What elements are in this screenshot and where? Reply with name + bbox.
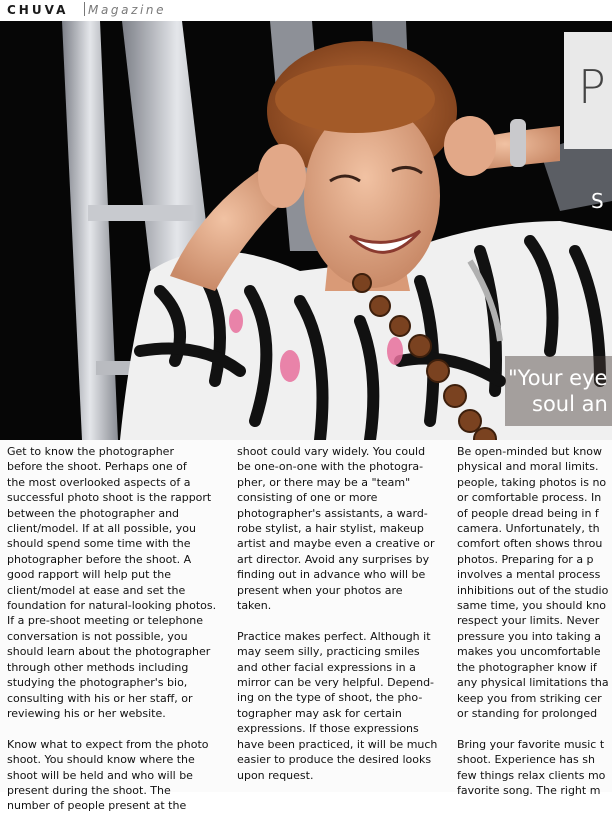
pull-quote-line-2: soul an bbox=[532, 392, 608, 416]
text-line: camera. Unfortunately, th bbox=[457, 522, 600, 536]
text-line: involves a mental process bbox=[457, 568, 601, 582]
article-subtitle-fragment: S bbox=[591, 189, 604, 213]
text-line: shoot will be held and who will be bbox=[7, 768, 193, 782]
text-line: finding out in advance who will be bbox=[237, 568, 426, 582]
text-line: consisting of one or more bbox=[237, 491, 378, 505]
text-line: photos. Preparing for a p bbox=[457, 552, 594, 566]
paragraph bbox=[457, 444, 609, 721]
text-line: artist and maybe even a creative or bbox=[237, 537, 435, 551]
pull-quote-line-1: "Your eye bbox=[508, 366, 608, 390]
text-column-1 bbox=[7, 444, 216, 829]
text-line: have been practiced, it will be much bbox=[237, 737, 438, 751]
text-line: or standing for prolonged bbox=[457, 706, 598, 720]
text-line: studying the photographer's bio, bbox=[7, 676, 188, 690]
text-line: Get to know the photographer bbox=[7, 445, 174, 458]
text-line: before the shoot. Perhaps one of bbox=[7, 460, 187, 474]
text-line: client/model. If at all possible, you bbox=[7, 522, 196, 536]
text-line: respect your limits. Never bbox=[457, 614, 600, 628]
text-line: art director. Avoid any surprises by bbox=[237, 552, 430, 566]
masthead bbox=[0, 0, 214, 21]
text-line: mirror can be very helpful. Depend- bbox=[237, 676, 435, 690]
text-column-2 bbox=[237, 444, 437, 798]
text-line: taken. bbox=[237, 599, 272, 613]
paragraph bbox=[457, 737, 609, 799]
text-line: of people dread being in f bbox=[457, 506, 599, 520]
text-line: comfort often shows throu bbox=[457, 537, 603, 551]
text-line: may seem silly, practicing smiles bbox=[237, 645, 420, 659]
text-line: robe stylist, a hair stylist, makeup bbox=[237, 522, 424, 536]
text-line: between the photographer and bbox=[7, 506, 180, 520]
text-line: If a pre-shoot meeting or telephone bbox=[7, 614, 203, 628]
text-line: the photographer know if bbox=[457, 660, 597, 674]
text-line: shoot. You should know where the bbox=[7, 753, 195, 767]
text-line: successful photo shoot is the rapport bbox=[7, 491, 212, 505]
text-line: tographer may ask for certain bbox=[237, 706, 402, 720]
text-line: pressure you into taking a bbox=[457, 629, 601, 643]
text-line: pher, or there may be a "team" bbox=[237, 475, 411, 489]
magazine-brand: CHUVA bbox=[7, 3, 69, 17]
text-line: inhibitions out of the studio bbox=[457, 583, 609, 597]
text-column-3 bbox=[457, 444, 609, 814]
text-line: expressions. If those expressions bbox=[237, 722, 419, 736]
text-line: present during the shoot. The bbox=[7, 783, 171, 797]
text-line: any physical limitations tha bbox=[457, 676, 609, 690]
text-line: Be open-minded but know bbox=[457, 445, 603, 458]
text-line: number of people present at the bbox=[7, 799, 187, 813]
text-line: photographer before the shoot. A bbox=[7, 552, 192, 566]
text-line: good rapport will help put the bbox=[7, 568, 171, 582]
text-line: conversation is not possible, you bbox=[7, 629, 188, 643]
text-line: through other methods including bbox=[7, 660, 189, 674]
text-line: or comfortable process. In bbox=[457, 491, 602, 505]
paragraph bbox=[7, 444, 216, 721]
text-line: Practice makes perfect. Although it bbox=[237, 629, 431, 643]
text-line: same time, you should kno bbox=[457, 599, 607, 613]
text-line: people, taking photos is no bbox=[457, 475, 607, 489]
text-line: Bring your favorite music t bbox=[457, 737, 605, 751]
paragraph bbox=[237, 629, 437, 783]
text-line: upon request. bbox=[237, 768, 314, 782]
text-line: client/model at ease and set the bbox=[7, 583, 186, 597]
text-line: shoot could vary widely. You could bbox=[237, 445, 426, 458]
text-line: foundation for natural-looking photos. bbox=[7, 599, 217, 613]
text-line: be one-on-one with the photogra- bbox=[237, 460, 424, 474]
text-line: ing on the type of shoot, the pho- bbox=[237, 691, 423, 705]
paragraph bbox=[7, 737, 216, 814]
text-line: and other facial expressions in a bbox=[237, 660, 416, 674]
masthead-divider bbox=[84, 2, 85, 16]
text-line: reviewing his or her website. bbox=[7, 706, 166, 720]
text-line: should learn about the photographer bbox=[7, 645, 211, 659]
text-line: should spend some time with the bbox=[7, 537, 191, 551]
text-line: makes you uncomfortable bbox=[457, 645, 601, 659]
text-line: favorite song. The right m bbox=[457, 783, 601, 797]
text-line: few things relax clients mo bbox=[457, 768, 606, 782]
text-line: photographer's assistants, a ward- bbox=[237, 506, 428, 520]
text-line: shoot. Experience has sh bbox=[457, 753, 595, 767]
paragraph bbox=[237, 444, 437, 613]
text-line: keep you from striking cer bbox=[457, 691, 602, 705]
text-line: physical and moral limits. bbox=[457, 460, 599, 474]
article-title-initial: P bbox=[578, 60, 606, 114]
magazine-section-label: Magazine bbox=[88, 3, 167, 17]
text-line: the most overlooked aspects of a bbox=[7, 475, 191, 489]
text-line: present when your photos are bbox=[237, 583, 403, 597]
text-line: Know what to expect from the photo bbox=[7, 737, 209, 751]
text-line: consulting with his or her staff, or bbox=[7, 691, 193, 705]
text-line: easier to produce the desired looks bbox=[237, 753, 432, 767]
